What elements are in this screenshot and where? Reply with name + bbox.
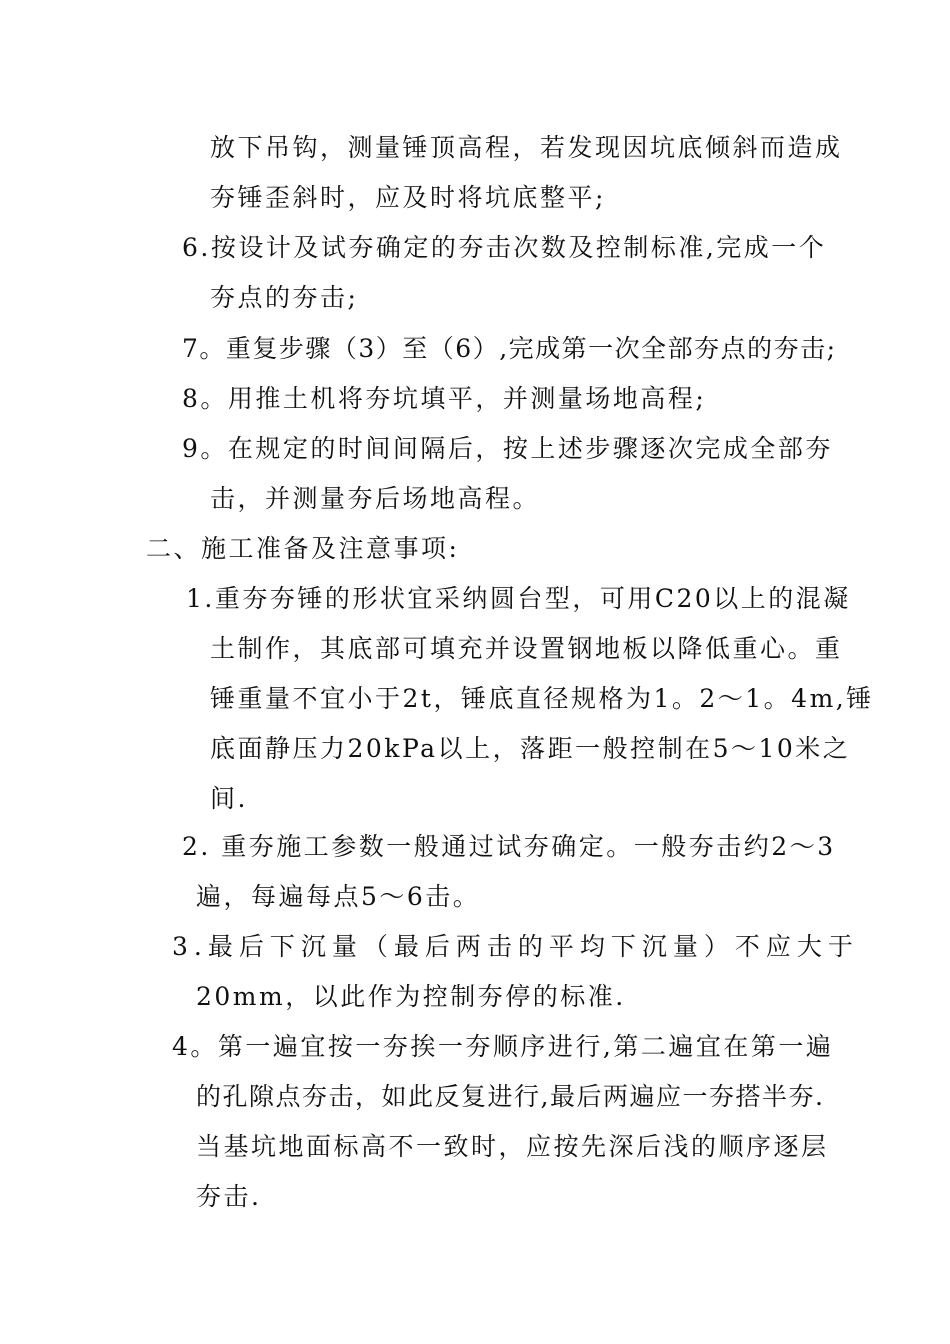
list-item-9: 9。在规定的时间间隔后，按上述步骤逐次完成全部夯 xyxy=(182,434,833,463)
prep-item-1-line-2: 土制作，其底部可填充并设置钢地板以降低重心。重 xyxy=(210,634,843,663)
prep-item-4-line-4: 夯击. xyxy=(196,1182,262,1211)
text-line-1: 放下吊钩，测量锤顶高程，若发现因坑底倾斜而造成 xyxy=(210,133,843,162)
prep-item-4-line-2: 的孔隙点夯击，如此反复进行,最后两遍应一夯搭半夯. xyxy=(196,1082,825,1111)
prep-item-2: 2. 重夯施工参数一般通过试夯确定。一般夯击约2～3 xyxy=(182,832,836,861)
list-item-9-continued: 击，并测量夯后场地高程。 xyxy=(210,484,541,513)
prep-item-3-line-2: 20mm，以此作为控制夯停的标准. xyxy=(196,982,626,1011)
prep-item-4: 4。第一遍宜按一夯挨一夯顺序进行,第二遍宜在第一遍 xyxy=(172,1032,834,1061)
section-heading-2: 二、施工准备及注意事项: xyxy=(146,534,460,563)
list-item-6: 6.按设计及试夯确定的夯击次数及控制标准,完成一个 xyxy=(182,233,827,262)
list-item-6-continued: 夯点的夯击; xyxy=(210,283,359,312)
prep-item-4-line-3: 当基坑地面标高不一致时，应按先深后浅的顺序逐层 xyxy=(196,1132,829,1161)
list-item-8: 8。用推土机将夯坑填平，并测量场地高程; xyxy=(182,384,707,413)
prep-item-3: 3.最后下沉量（最后两击的平均下沉量）不应大于 xyxy=(172,932,859,961)
prep-item-1-line-3: 锤重量不宜小于2t，锤底直径规格为1。2～1。4m,锤 xyxy=(210,684,874,713)
prep-item-1: 1.重夯夯锤的形状宜采纳圆台型，可用C20以上的混凝 xyxy=(186,584,851,613)
prep-item-1-line-4: 底面静压力20kPa以上，落距一般控制在5～10米之 xyxy=(210,734,851,763)
list-item-7: 7。重复步骤（3）至（6）,完成第一次全部夯点的夯击; xyxy=(182,334,837,363)
prep-item-1-line-5: 间. xyxy=(210,784,248,813)
prep-item-2-line-2: 遍，每遍每点5～6击。 xyxy=(196,882,481,911)
text-line-2: 夯锤歪斜时，应及时将坑底整平; xyxy=(210,183,606,212)
